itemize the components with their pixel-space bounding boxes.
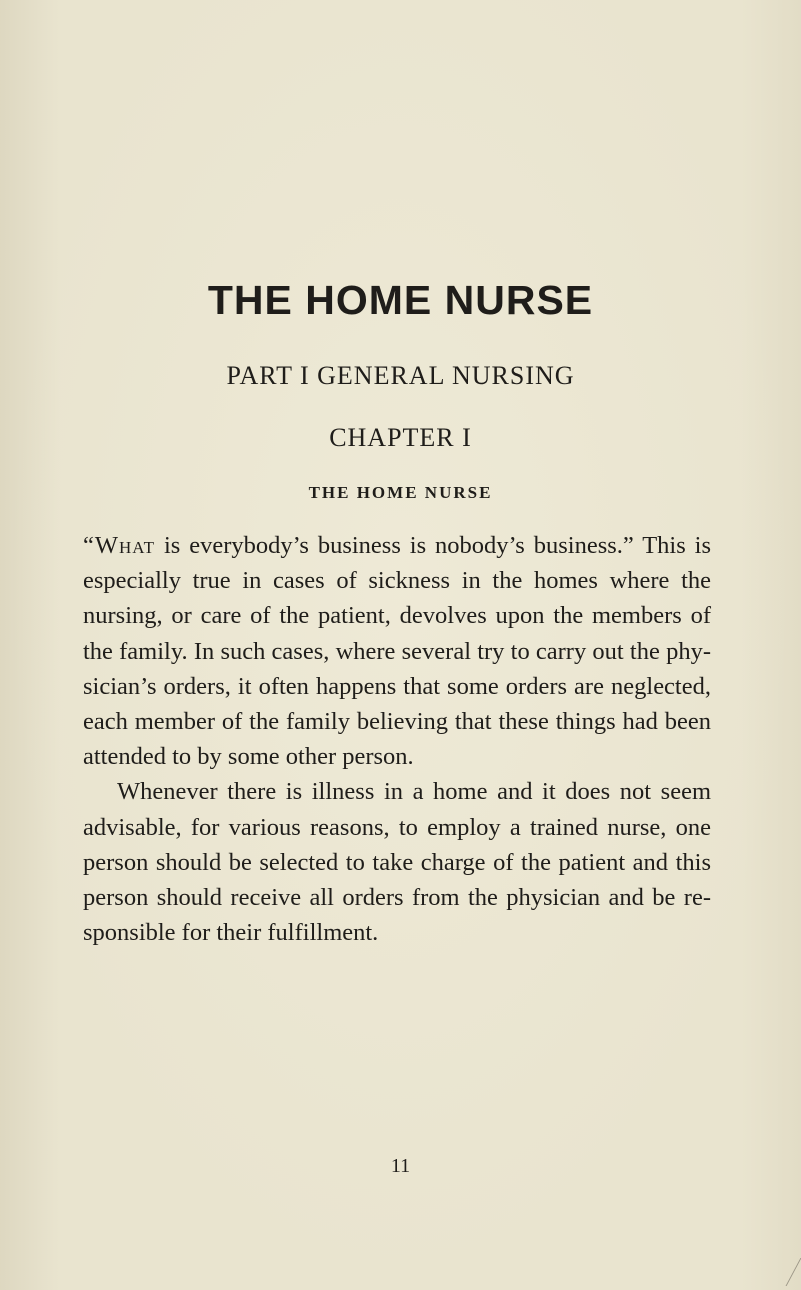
book-title: THE HOME NURSE: [207, 277, 594, 323]
paragraph-2: [83, 774, 711, 950]
body-text: [83, 528, 711, 950]
chapter-heading: CHAPTER I: [329, 423, 472, 452]
chapter-title: THE HOME NURSE: [308, 483, 493, 502]
page-number: 11: [390, 1155, 411, 1177]
part-heading: PART I GENERAL NURSING: [226, 361, 575, 390]
corner-pencil-mark: [768, 1258, 801, 1286]
paragraph-1: [83, 528, 711, 774]
paragraph-2-text: Whenever there is illness in a home and it does not seem advisable, for various reasons, to employ a trained nurse, one person should be selected to take charge of the patient and this person should receive all orders from the physician and be responsible for their fulfillment.: [83, 778, 711, 947]
paragraph-1-lead: “What: [83, 532, 156, 559]
paragraph-1-text: is everybody’s business is nobody’s business.” This is especially true in cases of sickness in the homes where the nursing, or care of the patient, devolves upon the members of the family. In such cases, where several try to carry out the physician’s orders, it often happens that some orders are neglected, each member of the family believing that these things had been attended to by some other person.: [83, 532, 711, 771]
